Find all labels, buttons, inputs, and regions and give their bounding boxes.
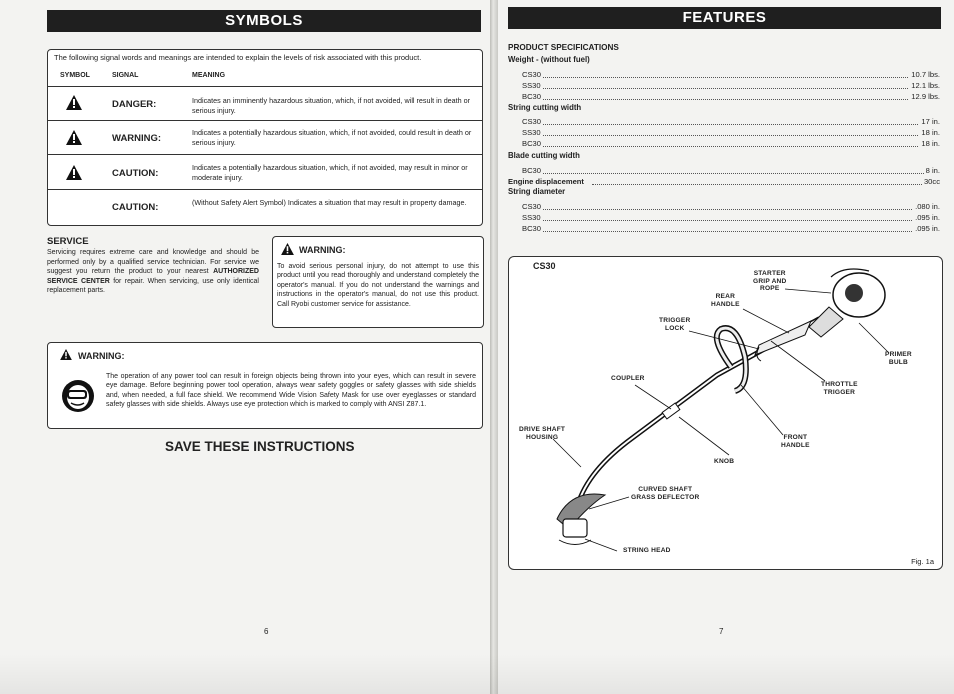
spec-value: 12.1 lbs. [911,81,940,90]
signal-caution: CAUTION: [112,168,159,179]
safety-alert-icon [66,165,82,180]
meaning-warning: Indicates a potentially hazardous situation, which, if not avoided, could result in death or serious injury. [192,128,472,147]
symbols-intro: The following signal words and meanings are intended to explain the levels of risk associated with this product. [54,53,422,62]
label-grass-deflector: CURVED SHAFT GRASS DEFLECTOR [631,486,700,501]
page-number: 6 [264,627,269,636]
spec-model: SS30 [522,128,541,137]
label-front-handle: FRONT HANDLE [781,434,810,449]
signal-caution-property: CAUTION: [112,202,159,213]
spec-model: BC30 [522,139,541,148]
meaning-caution: Indicates a potentially hazardous situation, which, if not avoided, may result in minor or moderate injury. [192,163,468,182]
safety-alert-icon [281,243,294,255]
label-coupler: COUPLER [611,375,645,382]
safety-alert-icon [60,349,72,360]
spec-row [508,139,940,150]
figure-model: CS30 [533,261,556,271]
meaning-caution-property: (Without Safety Alert Symbol) Indicates a situation that may result in property damage. [192,198,467,207]
book-gutter [490,0,498,694]
label-string-head: STRING HEAD [623,547,671,554]
right-page [498,0,954,694]
label-rear-handle: REAR HANDLE [711,293,740,308]
label-trigger-lock: TRIGGER LOCK [659,317,691,332]
symbols-table [47,49,483,226]
weight-label: Weight - (without fuel) [508,55,590,64]
safety-alert-icon [66,130,82,145]
spec-model: BC30 [522,224,541,233]
spec-row [508,202,940,213]
blade-width-label: Blade cutting width [508,151,580,160]
features-header: FEATURES [508,7,941,29]
warning-title: WARNING: [299,245,346,255]
spec-model: CS30 [522,117,541,126]
service-text-1: Servicing requires extreme care and knowledge and should be performed only by a qualified service technician. For service we suggest you return the product to your nearest [47,249,259,276]
label-primer-bulb: PRIMER BULB [885,351,912,366]
safety-goggles-icon [61,379,95,413]
engine-label: Engine displacement [508,177,584,186]
page-number: 7 [719,627,724,636]
spec-model: SS30 [522,213,541,222]
spec-value: 18 in. [921,139,940,148]
label-throttle-trigger: THROTTLE TRIGGER [821,381,858,396]
symbol-row [48,86,482,121]
spec-value: 10.7 lbs. [911,70,940,79]
engine-value: 30cc [923,177,940,186]
label-knob: KNOB [714,458,735,465]
spec-row [508,224,940,235]
symbol-row [48,154,482,190]
signal-danger: DANGER: [112,99,157,110]
spec-value: 18 in. [921,128,940,137]
label-starter-grip: STARTER GRIP AND ROPE [753,270,787,293]
symbols-header: SYMBOLS [47,10,481,32]
spec-row [508,70,940,81]
spec-row [508,128,940,139]
spec-value: .095 in. [915,213,940,222]
spec-value: .095 in. [915,224,940,233]
service-text-2: for repair. When servicing, use only identical replacement parts. [47,277,259,295]
spec-model: SS30 [522,81,541,90]
spec-model: CS30 [522,70,541,79]
warning-box-manual [272,236,484,328]
warning-text: To avoid serious personal injury, do not attempt to use this product until you read thoroughly and understand completely the operator's manual. If you do not understand the warnings and instructions in the operator's manual, do not use this product. Call Ryobi customer service for assistance. [277,263,479,308]
figure-caption: Fig. 1a [911,557,934,566]
spec-model: BC30 [522,166,541,175]
spec-value: 17 in. [921,117,940,126]
symbol-row [48,120,482,155]
service-center-emphasis: AUTHORIZED SERVICE CENTER [47,268,259,285]
specs-title: PRODUCT SPECIFICATIONS [508,43,619,52]
spec-row [508,117,940,128]
col-signal: SIGNAL [112,72,139,79]
spec-row [508,92,940,103]
spec-model: BC30 [522,92,541,101]
spec-row [508,166,940,177]
spec-row [508,81,940,92]
safety-alert-icon [66,95,82,110]
meaning-danger: Indicates an imminently hazardous situation, which, if not avoided, will result in death or serious injury. [192,96,471,115]
spec-row-engine [508,177,940,188]
service-text [47,248,259,296]
col-meaning: MEANING [192,72,226,79]
string-diameter-label: String diameter [508,187,566,196]
spec-row [508,213,940,224]
spec-model: CS30 [522,202,541,211]
col-symbol: SYMBOL [60,72,90,79]
spec-value: .080 in. [915,202,940,211]
spec-value: 12.9 lbs. [911,92,940,101]
warning-title: WARNING: [78,351,125,361]
spec-value: 8 in. [925,166,940,175]
warning-box-eye [47,342,483,429]
string-width-label: String cutting width [508,103,582,112]
label-drive-shaft: DRIVE SHAFT HOUSING [519,426,566,441]
service-title: SERVICE [47,236,89,247]
symbol-row [48,189,482,225]
save-instructions: SAVE THESE INSTRUCTIONS [165,439,355,454]
warning-eye-text: The operation of any power tool can result in foreign objects being thrown into your eyes, which can result in severe eye damage. Before beginning power tool operation, always wear safety goggles or safety glasses with side shields and, when needed, a full face shield. We recommend Wide Vision Safety Mask for use over eyeglasses or standard safety glasses with side shields. Always use eye protection which is marked to comply with ANSI Z87.1. [106,373,476,409]
signal-warning: WARNING: [112,133,162,144]
trimmer-figure [508,256,943,570]
